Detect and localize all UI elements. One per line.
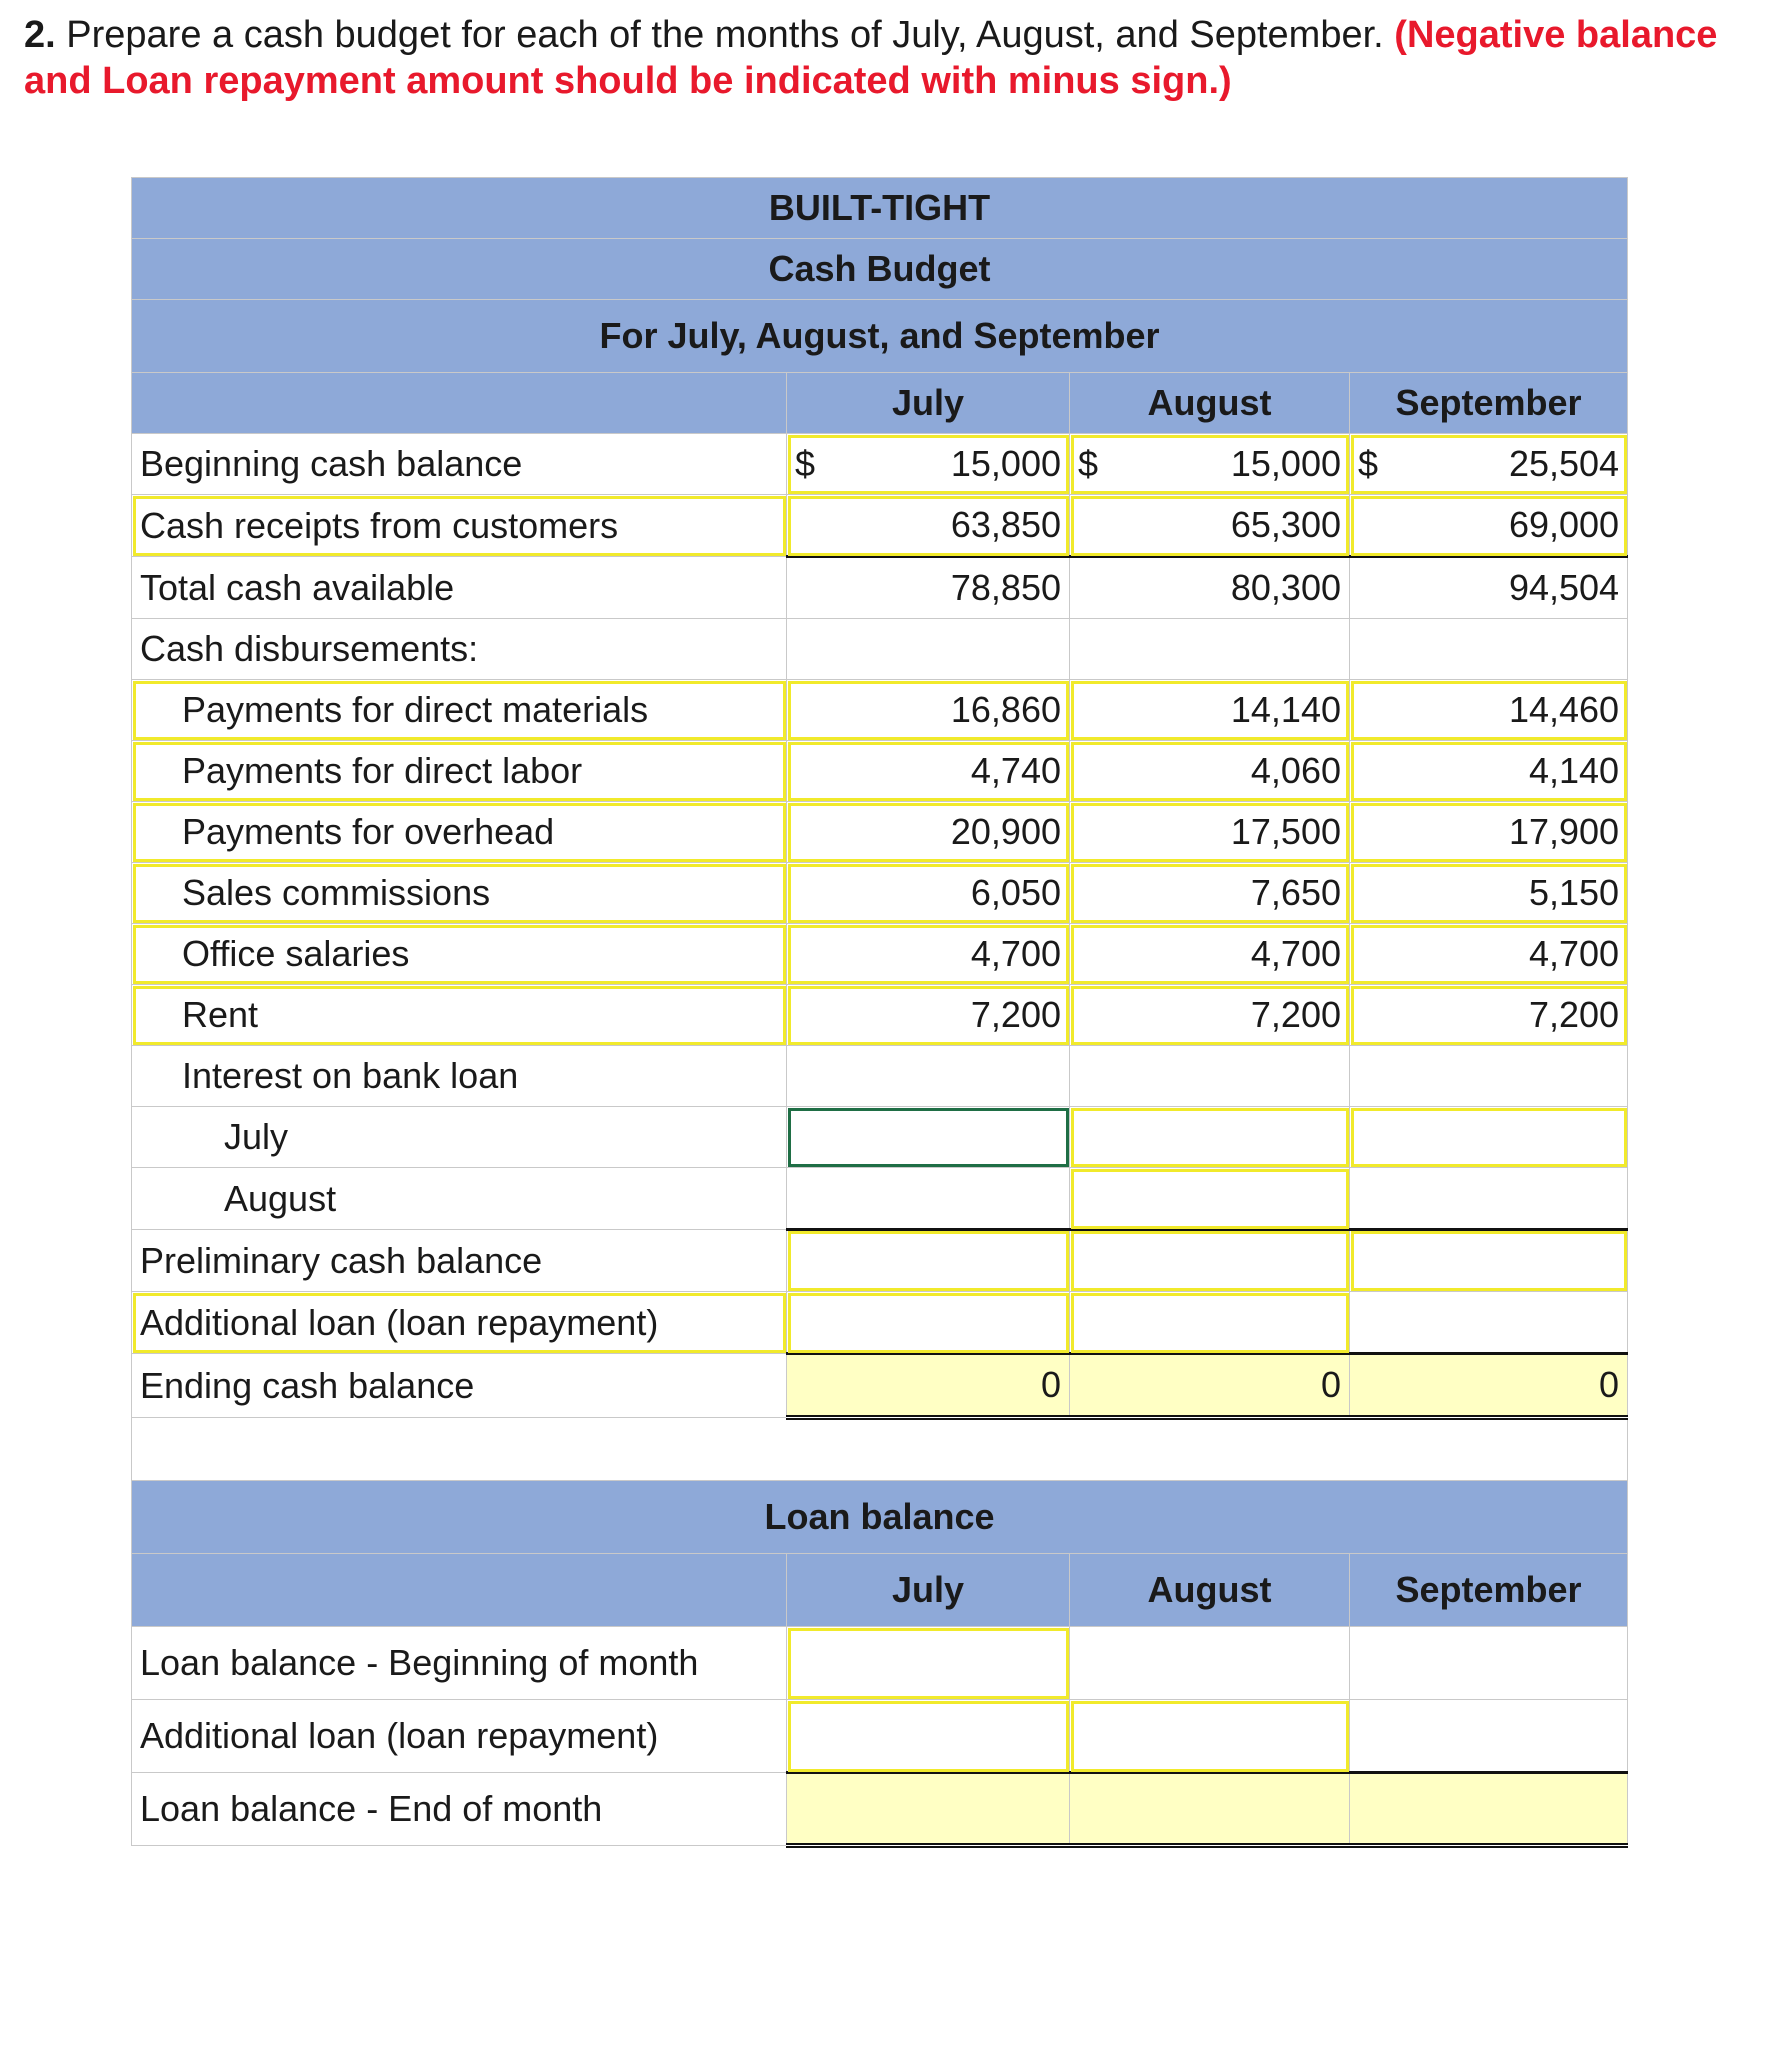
beginning-cash-july[interactable]: $ 15,000 <box>787 434 1070 495</box>
row-interest-august <box>132 1168 1628 1230</box>
question-requirement: (Negative balance and Loan repayment amount should be indicated with minus sign.) <box>24 14 1718 102</box>
interest-august-input-july[interactable] <box>787 1168 1070 1230</box>
loan-additional-august[interactable] <box>1070 1700 1350 1773</box>
loan-balance-title: Loan balance <box>132 1481 1628 1554</box>
additional-loan-august[interactable] <box>1070 1292 1350 1354</box>
row-label: Additional loan (loan repayment) <box>132 1700 787 1773</box>
labor-july[interactable]: 4,740 <box>787 741 1070 802</box>
interest-july-input-september[interactable] <box>1350 1107 1628 1168</box>
row-interest-july <box>132 1107 1628 1168</box>
cash-budget-worksheet <box>131 177 1627 1848</box>
ending-cash-september: 0 <box>1350 1354 1628 1418</box>
budget-title: Cash Budget <box>132 239 1628 300</box>
loan-additional-july[interactable] <box>787 1700 1070 1773</box>
row-label[interactable]: Rent <box>132 985 787 1046</box>
row-label: Beginning cash balance <box>132 434 787 495</box>
row-label[interactable]: Payments for overhead <box>132 802 787 863</box>
interest-july-input-august[interactable] <box>1070 1107 1350 1168</box>
interest-august-input-september[interactable] <box>1350 1168 1628 1230</box>
loan-beginning-july[interactable] <box>787 1627 1070 1700</box>
beginning-cash-august[interactable]: $ 15,000 <box>1070 434 1350 495</box>
materials-august[interactable]: 14,140 <box>1070 680 1350 741</box>
receipts-july[interactable]: 63,850 <box>787 495 1070 557</box>
commissions-july[interactable]: 6,050 <box>787 863 1070 924</box>
preliminary-july[interactable] <box>787 1230 1070 1292</box>
row-additional-loan <box>132 1292 1628 1354</box>
currency-symbol: $ <box>1358 443 1379 484</box>
row-label: Ending cash balance <box>132 1354 787 1418</box>
preliminary-august[interactable] <box>1070 1230 1350 1292</box>
loan-end-september <box>1350 1773 1628 1846</box>
month-header-september: September <box>1350 373 1628 434</box>
row-label[interactable]: Sales commissions <box>132 863 787 924</box>
materials-september[interactable]: 14,460 <box>1350 680 1628 741</box>
ending-cash-july: 0 <box>787 1354 1070 1418</box>
salaries-august[interactable]: 4,700 <box>1070 924 1350 985</box>
row-loan-beginning <box>132 1627 1628 1700</box>
loan-beginning-september[interactable] <box>1350 1627 1628 1700</box>
loan-month-header-july: July <box>787 1554 1070 1627</box>
materials-july[interactable]: 16,860 <box>787 680 1070 741</box>
row-cash-receipts <box>132 495 1628 557</box>
row-label: August <box>132 1168 787 1230</box>
total-cash-july: 78,850 <box>787 557 1070 619</box>
month-header-july: July <box>787 373 1070 434</box>
rent-july[interactable]: 7,200 <box>787 985 1070 1046</box>
header-blank <box>132 1554 787 1627</box>
row-ending-cash <box>132 1354 1628 1418</box>
section-spacer <box>132 1418 1628 1481</box>
row-loan-end <box>132 1773 1628 1846</box>
budget-period: For July, August, and September <box>132 300 1628 373</box>
receipts-august[interactable]: 65,300 <box>1070 495 1350 557</box>
total-cash-august: 80,300 <box>1070 557 1350 619</box>
row-label: Preliminary cash balance <box>132 1230 787 1292</box>
commissions-september[interactable]: 5,150 <box>1350 863 1628 924</box>
cash-budget-table <box>131 177 1628 1848</box>
row-label[interactable]: Payments for direct materials <box>132 680 787 741</box>
question-prompt <box>24 12 1764 104</box>
row-label: Loan balance - End of month <box>132 1773 787 1846</box>
question-text: Prepare a cash budget for each of the months of July, August, and September. <box>66 14 1384 56</box>
row-label[interactable]: Cash receipts from customers <box>132 495 787 557</box>
preliminary-september[interactable] <box>1350 1230 1628 1292</box>
additional-loan-july[interactable] <box>787 1292 1070 1354</box>
loan-month-header-september: September <box>1350 1554 1628 1627</box>
section-label: Cash disbursements: <box>132 619 787 680</box>
interest-august-input-august[interactable] <box>1070 1168 1350 1230</box>
overhead-august[interactable]: 17,500 <box>1070 802 1350 863</box>
row-interest-header <box>132 1046 1628 1107</box>
month-header-august: August <box>1070 373 1350 434</box>
currency-symbol: $ <box>1078 443 1099 484</box>
additional-loan-september[interactable] <box>1350 1292 1628 1354</box>
row-disbursements-header <box>132 619 1628 680</box>
row-label: July <box>132 1107 787 1168</box>
labor-august[interactable]: 4,060 <box>1070 741 1350 802</box>
labor-september[interactable]: 4,140 <box>1350 741 1628 802</box>
row-direct-materials <box>132 680 1628 741</box>
salaries-september[interactable]: 4,700 <box>1350 924 1628 985</box>
loan-end-july <box>787 1773 1070 1846</box>
row-label[interactable]: Additional loan (loan repayment) <box>132 1292 787 1354</box>
row-label: Total cash available <box>132 557 787 619</box>
row-sales-commissions <box>132 863 1628 924</box>
row-beginning-cash <box>132 434 1628 495</box>
row-label[interactable]: Payments for direct labor <box>132 741 787 802</box>
loan-beginning-august[interactable] <box>1070 1627 1350 1700</box>
loan-end-august <box>1070 1773 1350 1846</box>
row-direct-labor <box>132 741 1628 802</box>
salaries-july[interactable]: 4,700 <box>787 924 1070 985</box>
interest-july-input-july[interactable] <box>787 1107 1070 1168</box>
commissions-august[interactable]: 7,650 <box>1070 863 1350 924</box>
row-office-salaries <box>132 924 1628 985</box>
rent-august[interactable]: 7,200 <box>1070 985 1350 1046</box>
rent-september[interactable]: 7,200 <box>1350 985 1628 1046</box>
receipts-september[interactable]: 69,000 <box>1350 495 1628 557</box>
row-preliminary-balance <box>132 1230 1628 1292</box>
total-cash-september: 94,504 <box>1350 557 1628 619</box>
loan-month-header-august: August <box>1070 1554 1350 1627</box>
loan-additional-september[interactable] <box>1350 1700 1628 1773</box>
row-loan-additional <box>132 1700 1628 1773</box>
section-label: Interest on bank loan <box>132 1046 787 1107</box>
overhead-september[interactable]: 17,900 <box>1350 802 1628 863</box>
currency-symbol: $ <box>795 443 816 484</box>
company-name: BUILT-TIGHT <box>132 178 1628 239</box>
ending-cash-august: 0 <box>1070 1354 1350 1418</box>
header-blank <box>132 373 787 434</box>
row-label: Loan balance - Beginning of month <box>132 1627 787 1700</box>
row-total-cash <box>132 557 1628 619</box>
question-number: 2. <box>24 14 56 56</box>
beginning-cash-september[interactable]: $ 25,504 <box>1350 434 1628 495</box>
row-overhead <box>132 802 1628 863</box>
overhead-july[interactable]: 20,900 <box>787 802 1070 863</box>
row-label[interactable]: Office salaries <box>132 924 787 985</box>
row-rent <box>132 985 1628 1046</box>
